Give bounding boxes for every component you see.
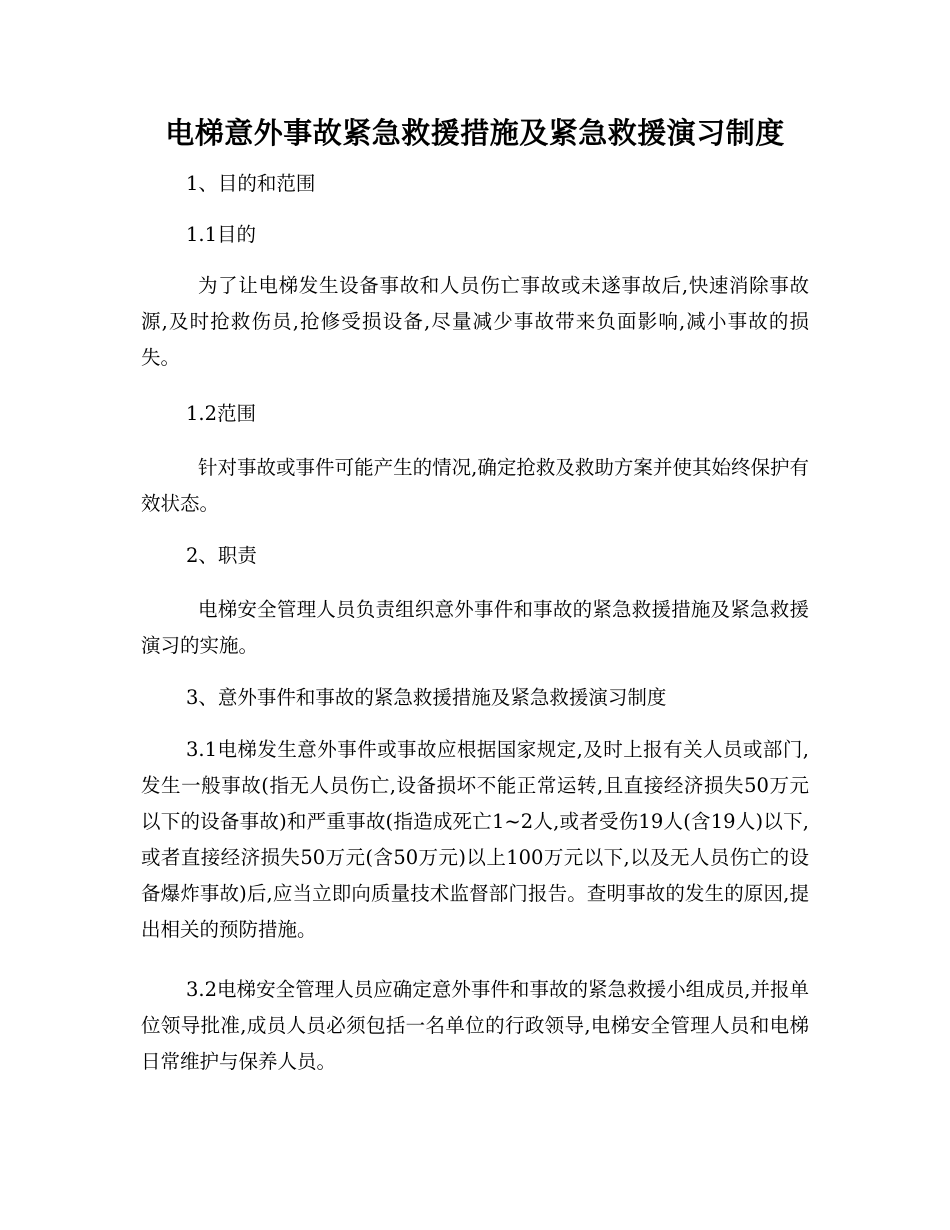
section-heading-1-2: 1.2范围 (186, 402, 257, 425)
paragraph-3-2: 3.2电梯安全管理人员应确定意外事件和事故的紧急救援小组成员,并报单位领导批准,成员人员必须包括一名单位的行政领导,电梯安全管理人员和电梯日常维护与保养人员。 (141, 978, 809, 1073)
document-title: 电梯意外事故紧急救援措施及紧急救援演习制度 (165, 116, 785, 150)
paragraph-scope: 针对事故或事件可能产生的情况,确定抢救及救助方案并使其始终保护有效状态。 (141, 456, 809, 515)
paragraph-purpose: 为了让电梯发生设备事故和人员伤亡事故或未遂事故后,快速消除事故源,及时抢救伤员,抢修受损设备,尽量减少事故带来负面影响,减小事故的损失。 (141, 274, 809, 369)
section-heading-3: 3、意外事件和事故的紧急救援措施及紧急救援演习制度 (186, 686, 667, 709)
section-heading-1-1: 1.1目的 (186, 223, 257, 246)
paragraph-duties: 电梯安全管理人员负责组织意外事件和事故的紧急救援措施及紧急救援演习的实施。 (141, 598, 809, 657)
section-heading-1: 1、目的和范围 (186, 172, 316, 195)
paragraph-3-1: 3.1电梯发生意外事件或事故应根据国家规定,及时上报有关人员或部门,发生一般事故(指无人员伤亡,设备损坏不能正常运转,且直接经济损失50万元以下的设备事故)和严重事故(指造成死亡1~2人,或者受伤19人(含19人)以下,或者直接经济损失50万元(含50万元)以上100万元以下,以及无人员伤亡的设备爆炸事故)后,应当立即向质量技术监督部门报告。查明事故的发生的原因,提出相关的预防措施。 (141, 738, 809, 941)
section-heading-2: 2、职责 (186, 544, 257, 567)
